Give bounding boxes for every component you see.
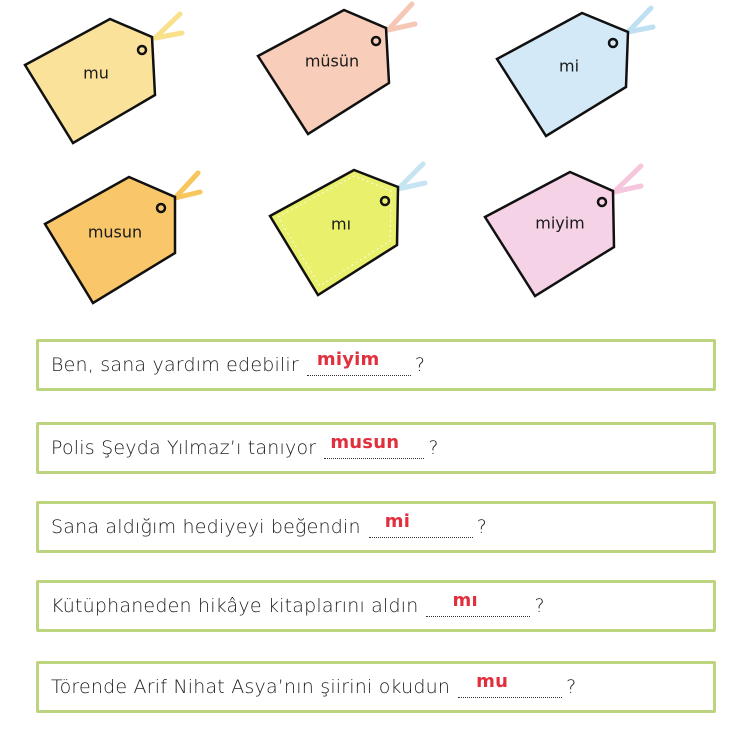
exercise-box-5 xyxy=(36,661,716,713)
tag-shape xyxy=(485,172,614,296)
tag-label: mu xyxy=(83,63,109,83)
tag-label: miyim xyxy=(535,213,585,233)
answer-blank[interactable] xyxy=(324,431,424,459)
answer-blank[interactable] xyxy=(458,670,562,698)
question-mark: ? xyxy=(534,595,545,617)
question-mark: ? xyxy=(414,354,426,376)
tags-area xyxy=(0,0,746,330)
answer-text: mi xyxy=(384,510,411,532)
exercise-box-3 xyxy=(36,501,716,553)
question-mark: ? xyxy=(476,516,488,538)
exercise-box-4 xyxy=(36,580,716,632)
answer-blank[interactable] xyxy=(426,589,530,617)
tag-miyim xyxy=(485,166,641,296)
answer-blank[interactable] xyxy=(369,510,473,538)
exercise-sentence: Polis Şeyda Yılmaz’ı tanıyor xyxy=(51,437,317,459)
tag-musun-umlaut xyxy=(258,4,415,134)
exercise-sentence: Kütüphaneden hikâye kitaplarını aldın xyxy=(51,595,419,617)
tag-label: mi xyxy=(558,56,580,76)
exercise-sentence: Ben, sana yardım edebilir xyxy=(51,354,299,376)
tag-musun xyxy=(45,173,200,303)
tag-mu xyxy=(25,14,182,143)
tag-mi-dotless xyxy=(270,164,425,295)
tag-mi xyxy=(497,8,653,136)
exercise-sentence: Törende Arif Nihat Asya’nın şiirini okudun xyxy=(51,676,451,698)
answer-text: mı xyxy=(452,589,478,611)
answer-text: musun xyxy=(330,431,400,453)
exercise-box-2 xyxy=(36,422,716,474)
question-mark: ? xyxy=(428,437,439,459)
tag-label: müsün xyxy=(304,51,360,71)
tag-label: musun xyxy=(87,222,143,242)
answer-text: miyim xyxy=(316,348,380,370)
exercise-sentence: Sana aldığım hediyeyi beğendin xyxy=(51,516,361,538)
answer-blank[interactable] xyxy=(307,348,411,376)
exercise-box-1 xyxy=(36,339,716,391)
answer-text: mu xyxy=(476,670,509,692)
tag-label: mı xyxy=(330,214,352,234)
tag-shape xyxy=(258,10,389,134)
question-mark: ? xyxy=(566,676,577,698)
